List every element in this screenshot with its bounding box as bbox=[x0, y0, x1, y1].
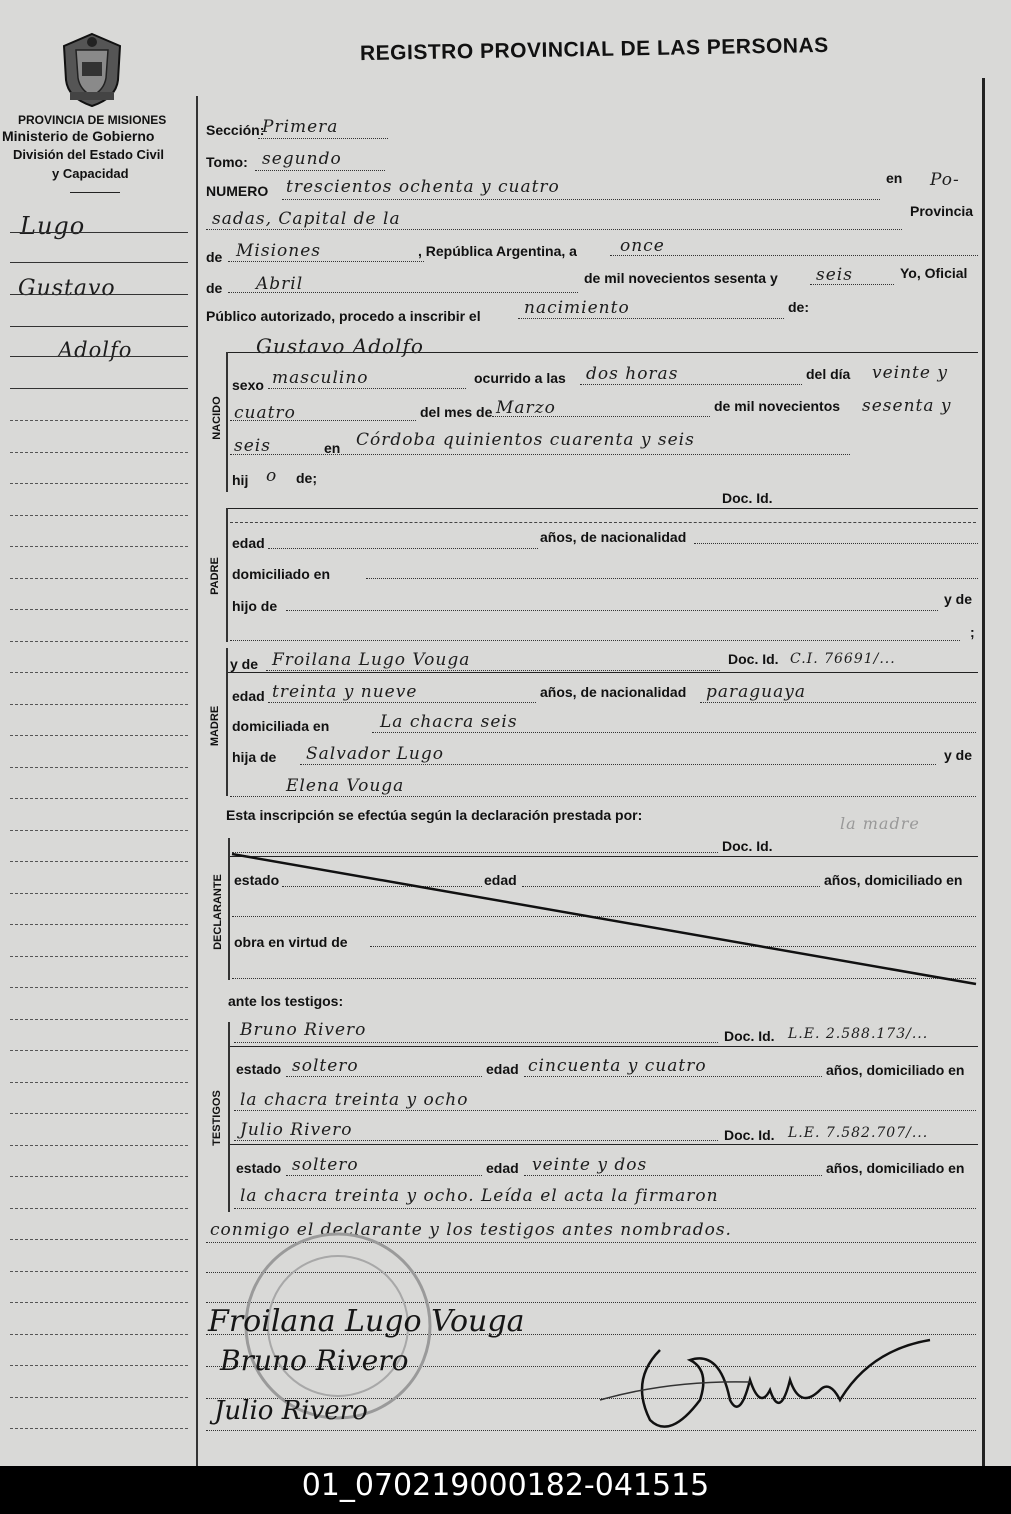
label-anos-nac-madre: años, de nacionalidad bbox=[540, 684, 687, 700]
label-de-2: de bbox=[206, 280, 223, 296]
label-anos-nac-padre: años, de nacionalidad bbox=[540, 529, 687, 545]
margin-line bbox=[10, 1019, 188, 1020]
value-provincia: Misiones bbox=[236, 241, 321, 261]
line bbox=[518, 318, 784, 319]
margin-line bbox=[10, 1050, 188, 1051]
label-obra: obra en virtud de bbox=[234, 934, 348, 950]
value-mes: Abril bbox=[256, 274, 304, 294]
label-tomo: Tomo: bbox=[206, 154, 248, 170]
value-testigo1: Bruno Rivero bbox=[240, 1020, 367, 1040]
value-seccion: Primera bbox=[262, 117, 339, 137]
margin-line bbox=[10, 1334, 188, 1335]
value-acto: nacimiento bbox=[524, 298, 630, 318]
label-estado-testigo2: estado bbox=[236, 1160, 282, 1176]
line bbox=[810, 284, 894, 285]
margin-line bbox=[10, 861, 188, 862]
value-madre-padre: Salvador Lugo bbox=[306, 744, 444, 764]
line bbox=[228, 292, 578, 293]
line bbox=[300, 764, 936, 765]
margin-line bbox=[10, 294, 188, 295]
margin-divider bbox=[196, 96, 198, 1466]
label-de-mil-2: de mil novecientos bbox=[714, 398, 841, 414]
line bbox=[282, 199, 880, 200]
line bbox=[524, 1175, 822, 1176]
label-hija-de: hija de bbox=[232, 749, 277, 765]
label-y-de-madre-2: y de bbox=[944, 747, 973, 763]
label-hij: hij bbox=[232, 472, 249, 488]
line bbox=[268, 702, 536, 703]
label-republica: , República Argentina, a bbox=[418, 243, 577, 259]
margin-line bbox=[10, 672, 188, 673]
label-edad-madre: edad bbox=[232, 688, 265, 704]
madre-bracket bbox=[226, 648, 228, 796]
side-label-padre: PADRE bbox=[209, 557, 221, 595]
line bbox=[230, 522, 976, 523]
margin-line bbox=[10, 262, 188, 263]
label-edad-padre: edad bbox=[232, 535, 265, 551]
value-dia: once bbox=[620, 236, 665, 256]
value-dia-nac: veinte y bbox=[872, 363, 948, 383]
line bbox=[286, 1076, 482, 1077]
margin-line bbox=[10, 483, 188, 484]
value-testigo2: Julio Rivero bbox=[240, 1120, 353, 1140]
label-y-de-padre: y de bbox=[944, 591, 973, 607]
value-madre-nombre: Froilana Lugo Vouga bbox=[272, 650, 471, 670]
value-madre-doc: C.I. 76691/... bbox=[790, 651, 896, 667]
nacido-bracket bbox=[226, 352, 228, 492]
label-doc-id-testigo1: Doc. Id. bbox=[724, 1028, 775, 1044]
line bbox=[700, 702, 976, 703]
value-sexo: masculino bbox=[272, 368, 369, 388]
value-madre-dom: La chacra seis bbox=[380, 712, 518, 732]
line bbox=[206, 229, 902, 230]
label-y-de-madre: y de bbox=[230, 656, 259, 672]
org-line-1: PROVINCIA DE MISIONES bbox=[18, 113, 167, 127]
label-sexo: sexo bbox=[232, 377, 264, 393]
margin-line bbox=[10, 735, 188, 736]
label-del-mes: del mes de bbox=[420, 404, 493, 420]
label-numero: NUMERO bbox=[206, 183, 269, 199]
value-tomo: segundo bbox=[262, 149, 342, 169]
line bbox=[266, 670, 720, 671]
value-madre-madre: Elena Vouga bbox=[286, 776, 405, 796]
line bbox=[234, 1208, 976, 1209]
margin-line bbox=[10, 830, 188, 831]
label-ante: ante los testigos: bbox=[228, 993, 344, 1009]
value-anio-nac2: seis bbox=[234, 436, 271, 456]
line bbox=[286, 610, 938, 611]
side-label-testigos: TESTIGOS bbox=[211, 1090, 223, 1146]
value-anio-nac: sesenta y bbox=[862, 396, 952, 416]
margin-line bbox=[10, 1176, 188, 1177]
line bbox=[230, 1144, 978, 1145]
margin-line bbox=[10, 546, 188, 547]
margin-line bbox=[10, 798, 188, 799]
value-hora: dos horas bbox=[586, 364, 679, 384]
value-testigo2-dom: la chacra treinta y ocho. Leída el acta la firmaron bbox=[240, 1186, 719, 1206]
value-madre-nac: paraguaya bbox=[706, 682, 806, 702]
margin-line bbox=[10, 326, 188, 327]
margin-line bbox=[10, 1397, 188, 1398]
margin-line bbox=[10, 1428, 188, 1429]
margin-line bbox=[10, 452, 188, 453]
line bbox=[268, 548, 538, 549]
margin-line bbox=[10, 767, 188, 768]
label-doc-id-declarante: Doc. Id. bbox=[722, 838, 773, 854]
margin-line bbox=[10, 1302, 188, 1303]
line bbox=[258, 138, 388, 139]
signature-1: Froilana Lugo Vouga bbox=[208, 1304, 525, 1339]
label-doc-id-1: Doc. Id. bbox=[722, 490, 773, 506]
label-del-dia: del día bbox=[806, 366, 851, 382]
line bbox=[230, 454, 850, 455]
value-numero: trescientos ochenta y cuatro bbox=[286, 177, 560, 197]
side-label-nacido: NACIDO bbox=[211, 396, 223, 440]
side-label-declarante: DECLARANTE bbox=[212, 874, 224, 950]
line bbox=[228, 672, 978, 673]
label-edad-testigo1: edad bbox=[486, 1061, 519, 1077]
signature-3: Julio Rivero bbox=[214, 1396, 368, 1426]
label-doc-id-madre: Doc. Id. bbox=[728, 651, 779, 667]
label-estado-testigo1: estado bbox=[236, 1061, 282, 1077]
line bbox=[230, 796, 976, 797]
label-anos-dom-declarante: años, domiciliado en bbox=[824, 872, 963, 888]
line bbox=[610, 255, 978, 256]
padre-bracket bbox=[226, 508, 228, 642]
margin-line bbox=[10, 609, 188, 610]
label-ocurrido: ocurrido a las bbox=[474, 370, 566, 386]
line bbox=[286, 1175, 482, 1176]
margin-name-2: Adolfo bbox=[58, 338, 133, 362]
margin-line bbox=[10, 1113, 188, 1114]
label-domiciliada-madre: domiciliada en bbox=[232, 718, 330, 734]
margin-line bbox=[10, 515, 188, 516]
line bbox=[580, 384, 802, 385]
label-domiciliado-padre: domiciliado en bbox=[232, 566, 331, 582]
org-divider bbox=[70, 192, 120, 193]
strike-diagonal bbox=[230, 852, 980, 987]
margin-line bbox=[10, 1365, 188, 1366]
value-en-city: Po- bbox=[930, 170, 960, 190]
label-inscripcion: Esta inscripción se efectúa según la declaración prestada por: bbox=[226, 807, 643, 823]
value-testigo1-edad: cincuenta y cuatro bbox=[528, 1056, 707, 1076]
margin-line bbox=[10, 1082, 188, 1083]
declarante-note: la madre bbox=[840, 814, 920, 833]
label-en-lugar: en bbox=[324, 440, 341, 456]
line bbox=[234, 1110, 976, 1111]
margin-line bbox=[10, 924, 188, 925]
line bbox=[694, 543, 978, 544]
label-provincia: Provincia bbox=[910, 203, 974, 219]
value-anio: seis bbox=[816, 265, 853, 285]
line bbox=[366, 578, 978, 579]
signature-2: Bruno Rivero bbox=[220, 1344, 409, 1377]
file-code: 01_070219000182-041515 bbox=[0, 1466, 1011, 1514]
label-hijo-de: hijo de bbox=[232, 598, 278, 614]
line bbox=[234, 1140, 718, 1141]
label-doc-id-testigo2: Doc. Id. bbox=[724, 1127, 775, 1143]
side-label-madre: MADRE bbox=[209, 705, 221, 747]
line bbox=[230, 640, 960, 641]
coat-of-arms-icon bbox=[56, 32, 128, 108]
right-border bbox=[982, 78, 985, 1466]
page-title: REGISTRO PROVINCIAL DE LAS PERSONAS bbox=[359, 33, 829, 66]
value-hij: o bbox=[266, 466, 278, 486]
margin-line bbox=[10, 420, 188, 421]
value-testigo2-edad: veinte y dos bbox=[532, 1155, 648, 1175]
margin-line bbox=[10, 388, 188, 389]
label-seccion: Sección: bbox=[206, 122, 265, 138]
value-testigo2-doc: L.E. 7.582.707/... bbox=[788, 1125, 929, 1141]
org-line-3: División del Estado Civil bbox=[13, 147, 164, 162]
line bbox=[524, 1076, 822, 1077]
value-lugar: Córdoba quinientos cuarenta y seis bbox=[356, 430, 695, 450]
line bbox=[228, 352, 978, 353]
margin-line bbox=[10, 232, 188, 233]
margin-line bbox=[10, 704, 188, 705]
label-publico: Público autorizado, procedo a inscribir el bbox=[206, 308, 481, 324]
line bbox=[492, 416, 710, 417]
margin-line bbox=[10, 578, 188, 579]
label-semicolon: ; bbox=[970, 624, 975, 640]
label-estado-declarante: estado bbox=[234, 872, 280, 888]
line bbox=[228, 261, 424, 262]
line bbox=[234, 1042, 718, 1043]
margin-line bbox=[10, 1208, 188, 1209]
label-de-colon: de: bbox=[788, 299, 809, 315]
margin-surname: Lugo bbox=[20, 212, 86, 240]
line bbox=[268, 388, 466, 389]
line bbox=[372, 732, 976, 733]
margin-line bbox=[10, 956, 188, 957]
value-nombre: Gustavo Adolfo bbox=[256, 334, 424, 358]
value-city2: sadas, Capital de la bbox=[212, 209, 401, 229]
value-testigo1-dom: la chacra treinta y ocho bbox=[240, 1090, 469, 1110]
margin-line bbox=[10, 1239, 188, 1240]
margin-line bbox=[10, 1271, 188, 1272]
org-line-4: y Capacidad bbox=[52, 166, 129, 181]
label-de-semi: de; bbox=[296, 470, 317, 486]
margin-line bbox=[10, 893, 188, 894]
line bbox=[228, 508, 978, 509]
label-de-mil: de mil novecientos sesenta y bbox=[584, 270, 778, 286]
margin-line bbox=[10, 1145, 188, 1146]
org-line-2: Ministerio de Gobierno bbox=[2, 128, 155, 144]
margin-line bbox=[10, 641, 188, 642]
label-anos-dom-testigo2: años, domiciliado en bbox=[826, 1160, 965, 1176]
value-dia-nac2: cuatro bbox=[234, 403, 296, 423]
value-testigo1-doc: L.E. 2.588.173/... bbox=[788, 1026, 929, 1042]
value-testigo1-estado: soltero bbox=[292, 1056, 359, 1076]
margin-line bbox=[10, 356, 188, 357]
label-edad-declarante: edad bbox=[484, 872, 517, 888]
value-madre-edad: treinta y nueve bbox=[272, 682, 418, 702]
label-yo-oficial: Yo, Oficial bbox=[900, 265, 968, 281]
margin-name-1: Gustavo bbox=[18, 276, 116, 301]
label-anos-dom-testigo1: años, domiciliado en bbox=[826, 1062, 965, 1078]
line bbox=[230, 420, 416, 421]
line bbox=[230, 1046, 978, 1047]
line bbox=[255, 170, 385, 171]
label-de-1: de bbox=[206, 249, 223, 265]
value-testigo2-estado: soltero bbox=[292, 1155, 359, 1175]
value-mes-nac: Marzo bbox=[496, 398, 556, 418]
label-en: en bbox=[886, 170, 903, 186]
margin-line bbox=[10, 987, 188, 988]
label-edad-testigo2: edad bbox=[486, 1160, 519, 1176]
testigos-bracket bbox=[228, 1022, 230, 1212]
value-cierre: conmigo el declarante y los testigos antes nombrados. bbox=[210, 1220, 732, 1240]
official-signature bbox=[590, 1310, 940, 1450]
